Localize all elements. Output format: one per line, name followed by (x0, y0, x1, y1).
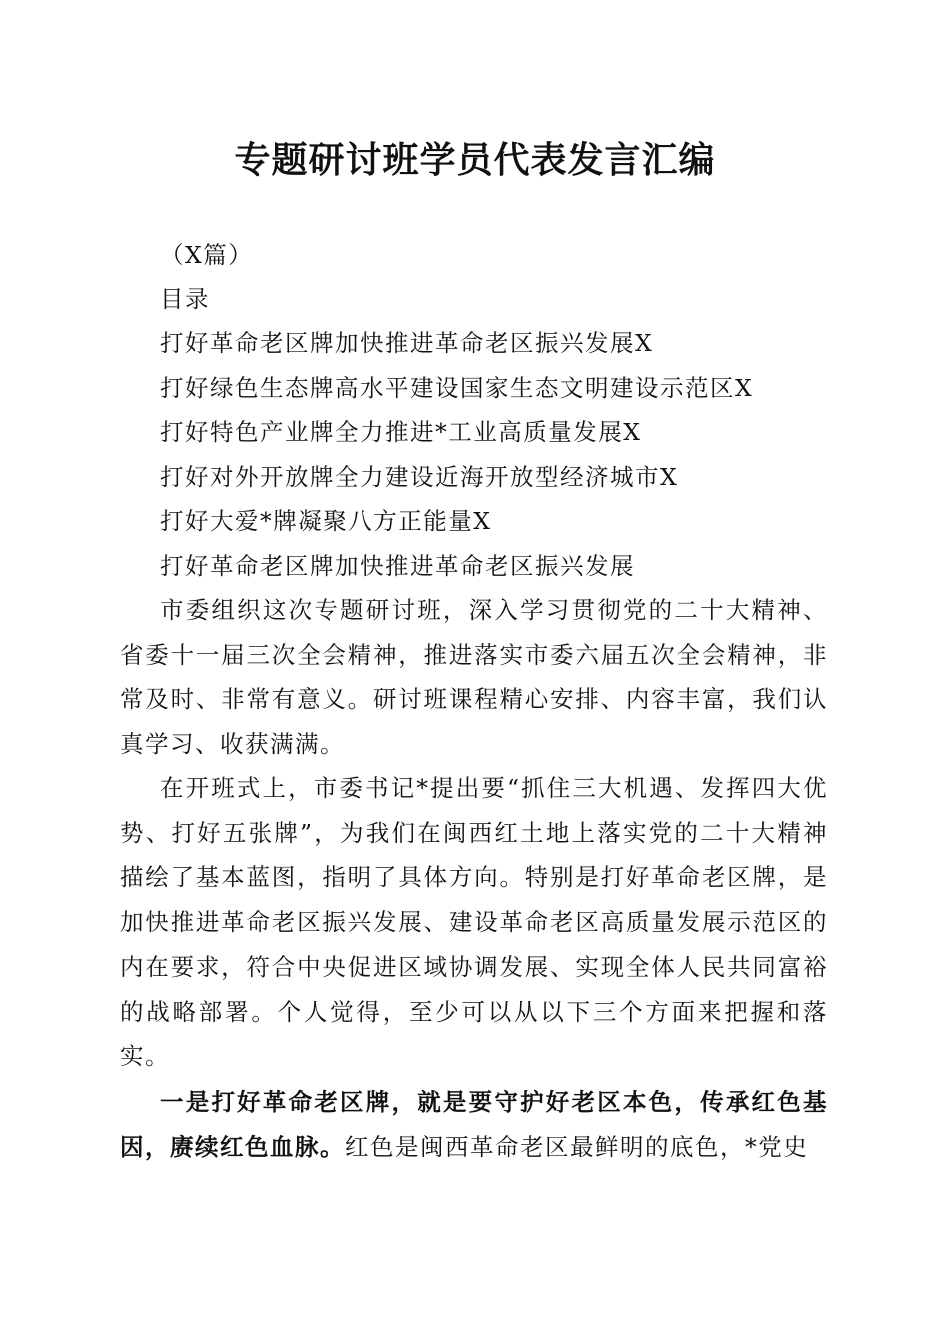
toc-item: 打好大爱*牌凝聚八方正能量X (160, 507, 492, 535)
document-title: 专题研讨班学员代表发言汇编 (234, 139, 716, 181)
toc-item: 打好特色产业牌全力推进*工业高质量发展X (160, 418, 642, 446)
body-paragraph: 市委组织这次专题研讨班，深入学习贯彻党的二十大精神、省委十一届三次全会精神，推进落实市委六届五次全会精神，非常及时、非常有意义。研讨班课程精心安排、内容丰富，我们认真学习、收获满满。 (120, 596, 828, 759)
toc-item: 打好对外开放牌全力建设近海开放型经济城市X (160, 463, 679, 491)
toc-item: 打好革命老区牌加快推进革命老区振兴发展X (160, 329, 654, 357)
body-paragraph-key-point (120, 1080, 828, 1169)
section-heading: 打好革命老区牌加快推进革命老区振兴发展 (160, 552, 635, 580)
key-point-text: 红色是闽西革命老区最鲜明的底色，*党史 (345, 1132, 809, 1161)
body-paragraph: 在开班式上，市委书记*提出要“抓住三大机遇、发挥四大优势、打好五张牌”，为我们在闽西红土地上落实党的二十大精神描绘了基本蓝图，指明了具体方向。特别是打好革命老区牌，是加快推进革命老区振兴发展、建设革命老区高质量发展示范区的内在要求，符合中央促进区域协调发展、实现全体人民共同富裕的战略部署。个人觉得，至少可以从以下三个方面来把握和落实。 (120, 774, 828, 1071)
key-point-lead: 一是打好革命老区牌，就是要守护好老区本色，传承红色基因，赓续红色血脉。 (120, 1088, 828, 1161)
toc-item: 打好绿色生态牌高水平建设国家生态文明建设示范区X (160, 374, 754, 402)
toc-heading: 目录 (160, 285, 210, 313)
document-subtitle: （X篇） (160, 241, 254, 269)
